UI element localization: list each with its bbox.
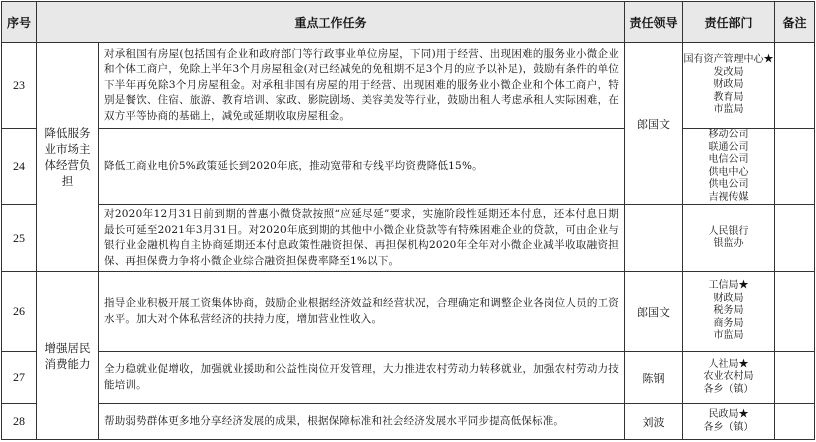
row-number: 27	[2, 352, 37, 404]
task-cell: 指导企业积极开展工资集体协商，鼓励企业根据经济效益和经营状况，合理确定和调整企业各岗位人员的工资水平。加大对个体私营经济的扶持力度，增加营业性收入。	[99, 272, 625, 352]
dept-item: 联通公司	[708, 141, 749, 153]
dept-item: 国有资产管理中心★	[683, 54, 774, 66]
dept-cell	[683, 205, 775, 272]
dept-item: 供电中心	[708, 166, 749, 178]
dept-item: 市监局	[713, 330, 744, 342]
dept-item: 移动公司	[708, 129, 749, 140]
dept-cell	[683, 43, 775, 129]
dept-item: 发改局	[713, 66, 744, 78]
note-cell	[775, 205, 815, 272]
dept-item: 民政局★	[708, 409, 749, 420]
header-task: 重点工作任务	[37, 2, 625, 43]
header-note: 备注	[775, 2, 815, 43]
dept-item: 各乡（镇）	[703, 421, 754, 433]
row-number: 28	[2, 404, 37, 440]
dept-item: 财政局	[713, 292, 744, 304]
task-cell: 对2020年12月31日前到期的普惠小微贷款按照“应延尽延”要求，实施阶段性延期还本付息，还本付息日期最长可延至2021年3月31日。对2020年底到期的其他中小微企业贷款等有特殊困难企业的贷款，可由企业与银行业金融机构自主协商延期还本付息政策性融资担保、再担保机构2020年全年对小微企业减半收取融资担保、再担保费力争将小微企业综合融资担保费率降至1%以下。	[99, 205, 625, 272]
dept-cell	[683, 129, 775, 205]
category-cell: 增强居民消费能力	[37, 272, 99, 440]
task-table	[1, 1, 815, 440]
table-row	[2, 272, 815, 352]
dept-item: 各乡（镇）	[703, 383, 754, 395]
dept-item: 人社局★	[708, 358, 749, 370]
dept-item: 工信局★	[708, 280, 749, 292]
dept-cell	[683, 352, 775, 404]
table-row	[2, 352, 815, 404]
header-leader: 责任领导	[625, 2, 683, 43]
dept-cell	[683, 272, 775, 352]
task-cell: 降低工商业电价5%政策延长到2020年底，推动宽带和专线平均资费降低15%。	[99, 129, 625, 205]
note-cell	[775, 352, 815, 404]
row-number: 23	[2, 43, 37, 129]
dept-item: 电信公司	[708, 154, 749, 165]
row-number: 25	[2, 205, 37, 272]
header-row	[2, 2, 815, 43]
note-cell	[775, 404, 815, 440]
leader-cell	[625, 205, 683, 272]
note-cell	[775, 43, 815, 129]
dept-item: 税务局	[713, 305, 744, 317]
leader-cell: 郎国文	[625, 43, 683, 205]
dept-item: 市监局	[713, 104, 744, 116]
table-row	[2, 404, 815, 440]
dept-item: 银监办	[713, 238, 744, 249]
row-number: 24	[2, 129, 37, 205]
leader-cell: 陈钢	[625, 352, 683, 404]
dept-cell	[683, 404, 775, 440]
header-dept: 责任部门	[683, 2, 775, 43]
dept-item: 农业农村局	[703, 371, 754, 383]
note-cell	[775, 129, 815, 205]
dept-item: 吉视传媒	[708, 191, 749, 203]
note-cell	[775, 272, 815, 352]
table-row	[2, 129, 815, 205]
dept-item: 财政局	[713, 79, 744, 91]
leader-cell: 刘波	[625, 404, 683, 440]
dept-item: 教育局	[713, 91, 744, 103]
category-cell: 降低服务业市场主体经营负担	[37, 43, 99, 272]
task-cell: 全力稳就业促增收，加强就业援助和公益性岗位开发管理，大力推进农村劳动力转移就业，加强农村劳动力技能培训。	[99, 352, 625, 404]
header-seq: 序号	[2, 2, 37, 43]
dept-item: 人民银行	[708, 225, 749, 237]
dept-item: 商务局	[713, 317, 744, 329]
task-cell: 对承租国有房屋(包括国有企业和政府部门等行政事业单位房屋，下同)用于经营、出现困难的服务业小微企业和个体工商户，免除上半年3个月房屋租金(对已经减免的免租期不足3个月的应予以补足)，鼓励有条件的单位下半年再免除3个月房屋租金。对承租非国有房屋的用于经营、出现困难的服务业小微企业和个体工商户，特别是餐饮、住宿、旅游、教育培训、家政、影院剧场、美容美发等行业，鼓励出租人考虑承租人实际困难，在双方平等协商的基础上，减免或延期收取房屋租金。	[99, 43, 625, 129]
table-row	[2, 43, 815, 129]
dept-item: 供电公司	[708, 179, 749, 190]
task-cell: 帮助弱势群体更多地分享经济发展的成果，根据保障标准和社会经济发展水平同步提高低保标准。	[99, 404, 625, 440]
table-row	[2, 205, 815, 272]
row-number: 26	[2, 272, 37, 352]
leader-cell: 郎国文	[625, 272, 683, 352]
